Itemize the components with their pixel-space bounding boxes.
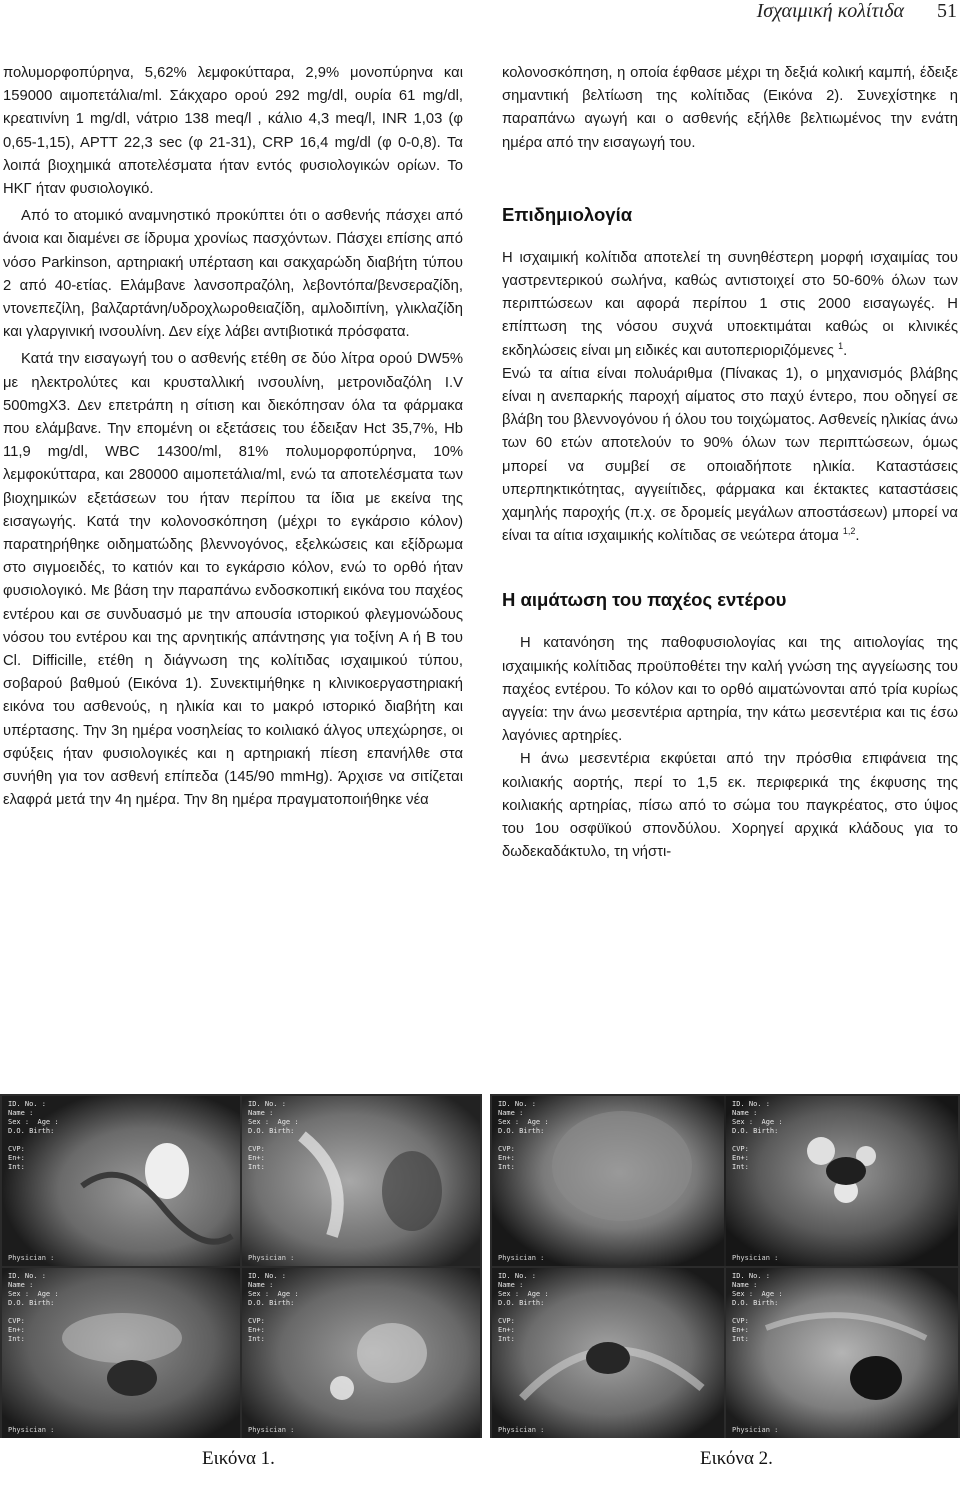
sma-paragraph: Η άνω μεσεντέρια εκφύεται από την πρόσθια επιφάνεια της κοιλιακής αορτής, περί το 1,5 εκ. περιφερικά της έκφυσης της κοιλιακής αρτηρίας, πίσω από το σώμα του παγκρέατος, στο ύψος του 1ου οσφϋϊκού σπονδύλου. Χορηγεί αρχικά κλάδους για το δωδεκαδάκτυλο, τη νήστι- xyxy=(502,751,958,861)
left-column xyxy=(3,62,463,813)
figure-1-endoscopy xyxy=(0,1094,482,1438)
overlay-footer: Physician : xyxy=(248,1254,295,1262)
overlay-footer: Physician : xyxy=(498,1254,545,1262)
case-history: Από το ατομικό αναμνηστικό προκύπτει ότι ο ασθενής πάσχει από άνοια και διαμένει σε ίδρυμα χρονίως πασχόντων. Πάσχει επίσης από νόσο Parkinson, αρτηριακή υπέρταση και σακχαρώδη διαβήτη τύπου 2 από 40-ετίας. Ελάμβανε λανσοπραζόλη, λεβοντόπα/βενσεραζίδη, ντονεπεζίλη, βαλζαρτάνη/υδροχλωροθειαζίδη, αμλοδιπίνη, γλικλαζίδη και γλαργινική ινσουλίνη. Δεν είχε λάβει αντιβιοτικά πρόσφατα. xyxy=(3,208,463,341)
overlay-text: ID. No. : Name : Sex : Age : D.O. Birth: CVP: En+: Int: xyxy=(498,1100,549,1171)
overlay-text: ID. No. : Name : Sex : Age : D.O. Birth: CVP: En+: Int: xyxy=(732,1272,783,1343)
endoscopy-panel xyxy=(242,1268,480,1438)
reference-superscript: 1 xyxy=(838,340,844,351)
case-followup: κολονοσκόπηση, η οποία έφθασε μέχρι τη δεξιά κολική καμπή, έδειξε σημαντική βελτίωση της κολίτιδας (Εικόνα 2). Συνεχίστηκε η παραπάνω αγωγή και ο ασθενής εξήλθε βελτιωμένος την ενάτη ημέρα από την εισαγωγή του. xyxy=(502,65,958,151)
reference-superscript: 1,2 xyxy=(842,526,856,537)
endoscopy-panel xyxy=(726,1096,958,1266)
figure-2-caption: Εικόνα 2. xyxy=(700,1448,773,1469)
running-title: Ισχαιμική κολίτιδα xyxy=(756,0,904,22)
endoscopy-panel xyxy=(2,1096,240,1266)
overlay-footer: Physician : xyxy=(732,1426,779,1434)
case-lab-results: πολυμορφοπύρηνα, 5,62% λεμφοκύτταρα, 2,9% μονοπύρηνα και 159000 αιμοπετάλια/ml. Σάκχαρο ορού 292 mg/dl, ουρία 61 mg/dl, κρεατινίνη 1 mg/dl, νάτριο 138 meq/l , κάλιο 4,3 meq/l, INR 1,03 (φ 0,65-1,15), APTT 22,3 sec (φ 21-31), CRP 16,4 mg/dl (φ 0-0,8). Τα λοιπά βιοχημικά αποτελέσματα ήταν εντός φυσιολογικών ορίων. Το ΗΚΓ ήταν φυσιολογικό. xyxy=(3,65,463,198)
figure-1-caption: Εικόνα 1. xyxy=(202,1448,275,1469)
overlay-text: ID. No. : Name : Sex : Age : D.O. Birth: CVP: En+: Int: xyxy=(498,1272,549,1343)
blood-supply-paragraph: Η κατανόηση της παθοφυσιολογίας και της αιτιολογίας της ισχαιμικής κολίτιδας προϋποθέτει την καλή γνώση της αγγείωσης του παχέος εντέρου. Το κόλον και το ορθό αιματώνονται από τρία κυρίως αγγεία: την άνω μεσεντέρια αρτηρία, την κάτω μεσεντέρια και τις έσω λαγόνιες αρτηρίες. xyxy=(502,635,958,745)
endoscopy-panel xyxy=(726,1268,958,1438)
right-column xyxy=(502,62,958,864)
overlay-footer: Physician : xyxy=(248,1426,295,1434)
overlay-text: ID. No. : Name : Sex : Age : D.O. Birth: CVP: En+: Int: xyxy=(732,1100,783,1171)
page-number: 51 xyxy=(937,0,957,22)
endoscopy-panel xyxy=(492,1096,730,1266)
running-header xyxy=(0,0,960,30)
overlay-footer: Physician : xyxy=(732,1254,779,1262)
overlay-text: ID. No. : Name : Sex : Age : D.O. Birth: CVP: En+: Int: xyxy=(248,1100,299,1171)
overlay-text: ID. No. : Name : Sex : Age : D.O. Birth: CVP: En+: Int: xyxy=(248,1272,299,1343)
heading-blood-supply: Η αιμάτωση του παχέος εντέρου xyxy=(502,589,787,611)
endoscopy-panel xyxy=(2,1268,240,1438)
endoscopy-panel xyxy=(492,1268,724,1438)
figure-2-endoscopy xyxy=(490,1094,960,1438)
overlay-footer: Physician : xyxy=(8,1426,55,1434)
overlay-footer: Physician : xyxy=(8,1254,55,1262)
endoscopy-panel xyxy=(242,1096,480,1266)
heading-epidemiology: Επιδημιολογία xyxy=(502,203,633,225)
case-treatment: Κατά την εισαγωγή του ο ασθενής ετέθη σε δύο λίτρα ορού DW5% με ηλεκτρολύτες και κρυσταλλική ινσουλίνη, μετρονιδαζόλη I.V 500mgX3. Δεν επετράπη η σίτιση και διεκόπησαν όλα τα φάρμακα που ελάμβανε. Την επομένη οι εξετάσεις του έδειξαν Hct 35,7%, Hb 11,9 mg/dl, WBC 14300/ml, 81% πολυμορφοπύρηνα, 10% λεμφοκύτταρα, και 280000 αιμοπετάλια/ml, ενώ τα αποτελέσματα των βιοχημικών εξετάσεων του ήταν περίπου τα ίδια με εκείνα της εισαγωγής. Κατά την κολονοσκόπηση (μέχρι το εγκάρσιο κόλον) παρατηρήθηκε οιδηματώδης βλεννογόνος, εξελκώσεις και εξίδρωμα στο σιγμοειδές, το κατιόν και το εγκάρσιο κόλον, ενώ το ορθό ήταν φυσιολογικό. Με βάση την παραπάνω ενδοσκοπική εικόνα του παχέος εντέρου και σε συνδυασμό με την απουσία ιστορικού φλεγμονώδους νόσου του εντέρου και της αρνητικής απάντησης για τοξίνη A ή B του Cl. Difficille, ετέθη η διάγνωση της κολίτιδας ισχαιμικού τύπου, σοβαρού βαθμού (Εικόνα 1). Συνεκτιμήθηκε η κλινικοεργαστηριακή εικόνα του ασθενούς, η ηλικία και το μακρό ιστορικό διαβήτη και υπέρτασης. Την 3η ημέρα νοσηλείας το κοιλιακό άλγος υπεχώρησε, οι σφύξεις ήταν φυσιολογικές και η αρτηριακή πίεση επανήλθε στα συνήθη για τον ασθενή επίπεδα (145/90 mmHg). Άρχισε να σιτίζεται ελαφρά μετά την 4η ημέρα. Την 8η ημέρα πραγματοποιήθηκε νέα xyxy=(3,351,463,809)
overlay-text: ID. No. : Name : Sex : Age : D.O. Birth: CVP: En+: Int: xyxy=(8,1100,59,1171)
overlay-footer: Physician : xyxy=(498,1426,545,1434)
mechanism-paragraph: Ενώ τα αίτια είναι πολυάριθμα (Πίνακας 1), ο μηχανισμός βλάβης είναι η ανεπαρκής παροχή αίματος στο παχύ έντερο, που οδηγεί σε βλάβη του βλεννογόνου ή όλου του τοιχώματος. Ασθενείς ηλικίας άνω των 60 ετών αποτελούν το 90% όλων των περιπτώσεων, όμως μπορεί να συμβεί σε οποιαδήποτε ηλικία. Καταστάσεις υπερπηκτικότητας, αγγειίτιδες, φάρμακα και έκτακτες καταστάσεις χαμηλής παροχής (π.χ. σε δρομείς μεγάλων αποστάσεων) μπορεί να είναι τα αίτια ισχαιμικής κολίτιδας σε νεώτερα άτομα $^{1,2}$. xyxy=(502,365,958,545)
epidemiology-paragraph: Η ισχαιμική κολίτιδα αποτελεί τη συνηθέστερη μορφή ισχαιμίας του γαστρεντερικού σωλήνα, καθώς αντιστοιχεί στο 50-60% όλων των περιπτώσεων και αφορά περίπου 1 στις 2000 εισαγωγές. Η επίπτωση της νόσου συχνά υποεκτιμάται καθώς οι κλινικές εκδηλώσεις είναι μη ειδικές και αυτοπεριοριζόμενες $^1$. xyxy=(502,249,958,359)
overlay-text: ID. No. : Name : Sex : Age : D.O. Birth: CVP: En+: Int: xyxy=(8,1272,59,1343)
